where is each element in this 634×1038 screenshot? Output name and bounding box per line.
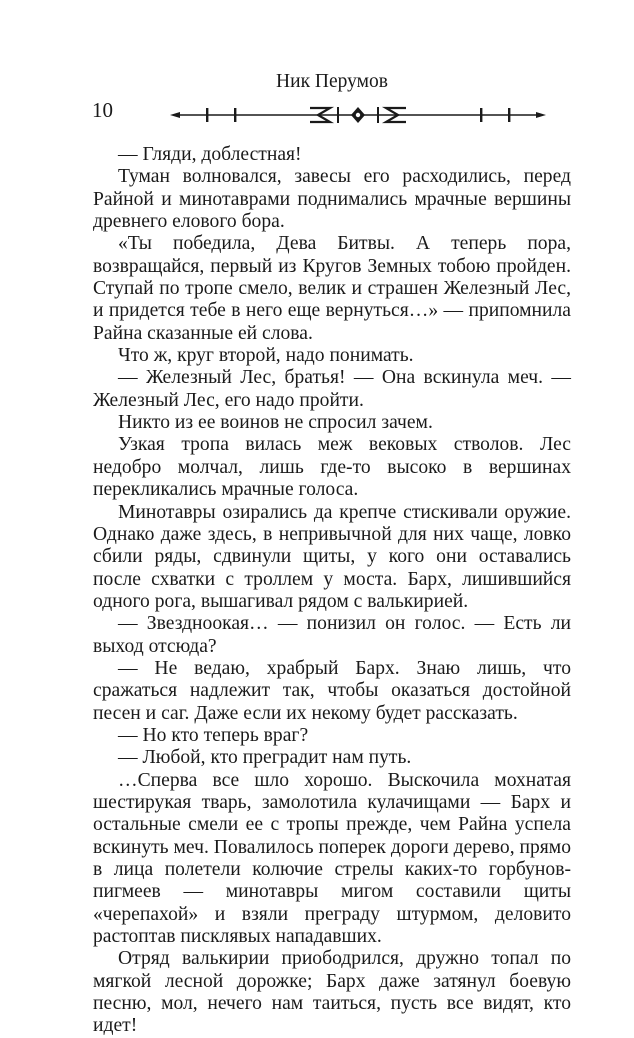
paragraph-14: Отряд валькирии приободрился, дружно топал по мягкой лесной дорожке; Барх даже затянул боевую песню, мол, нечего нам таиться, пусть все видят, кто идет! (93, 948, 571, 1037)
paragraph-5: — Железный Лес, братья! — Она вскинула меч. — Железный Лес, его надо пройти. (93, 367, 571, 411)
page-number: 10 (92, 98, 113, 122)
paragraph-6: Никто из ее воинов не спросил зачем. (118, 412, 433, 434)
paragraph-1: — Гляди, доблестная! (118, 144, 302, 165)
paragraph-9: — Звездноокая… — понизил он голос. — Есть ли выход отсюда? (93, 613, 571, 657)
paragraph-12: — Любой, кто преградит нам путь. (118, 747, 412, 769)
paragraph-4: Что ж, круг второй, надо понимать. (118, 345, 414, 367)
paragraph-10: — Не ведаю, храбрый Барх. Знаю лишь, что сражаться надлежит так, чтобы оказаться достойной песен и саг. Даже если их некому будет рассказать. (93, 657, 571, 724)
running-header-author: Ник Перумов (276, 71, 388, 92)
paragraph-2: Туман волновался, завесы его расходились, перед Райной и минотаврами поднимались мрачные вершины древнего елового бора. (93, 166, 571, 233)
body-text (93, 144, 571, 1038)
paragraph-3: «Ты победила, Дева Битвы. А теперь пора, возвращайся, первый из Кругов Земных тобою пройден. Ступай по тропе смело, велик и страшен Железный Лес, и придется тебе в него еще вернуться…» — припомнила Райна сказанные ей слова. (93, 233, 571, 344)
paragraph-8: Минотавры озирались да крепче стискивали оружие. Однако даже здесь, в непривычной для них чаще, ловко сбили ряды, сдвинули щиты, у кого они оставались после схватки с троллем у моста. Барх, лишившийся одного рога, вышагивал рядом с валькирией. (93, 501, 571, 612)
paragraph-11: — Но кто теперь враг? (118, 724, 309, 746)
paragraph-13: …Сперва все шло хорошо. Выскочила мохнатая шестирукая тварь, замолотила кулачищами — Барх и остальные смели ее с тропы прежде, чем Райна успела вскинуть меч. Повалилось поперек дороги дерево, прямо в лица полетели колючие стрелы каких-то горбунов-пигмеев — минотавры мигом составили щиты «черепахой» и взяли преграду штурмом, деловито растоптав писклявых нападавших. (93, 769, 571, 948)
decorative-divider-icon (170, 103, 546, 127)
paragraph-7: Узкая тропа вилась меж вековых стволов. Лес недобро молчал, лишь где-то высоко в вершинах перекликались мрачные голоса. (93, 434, 571, 501)
